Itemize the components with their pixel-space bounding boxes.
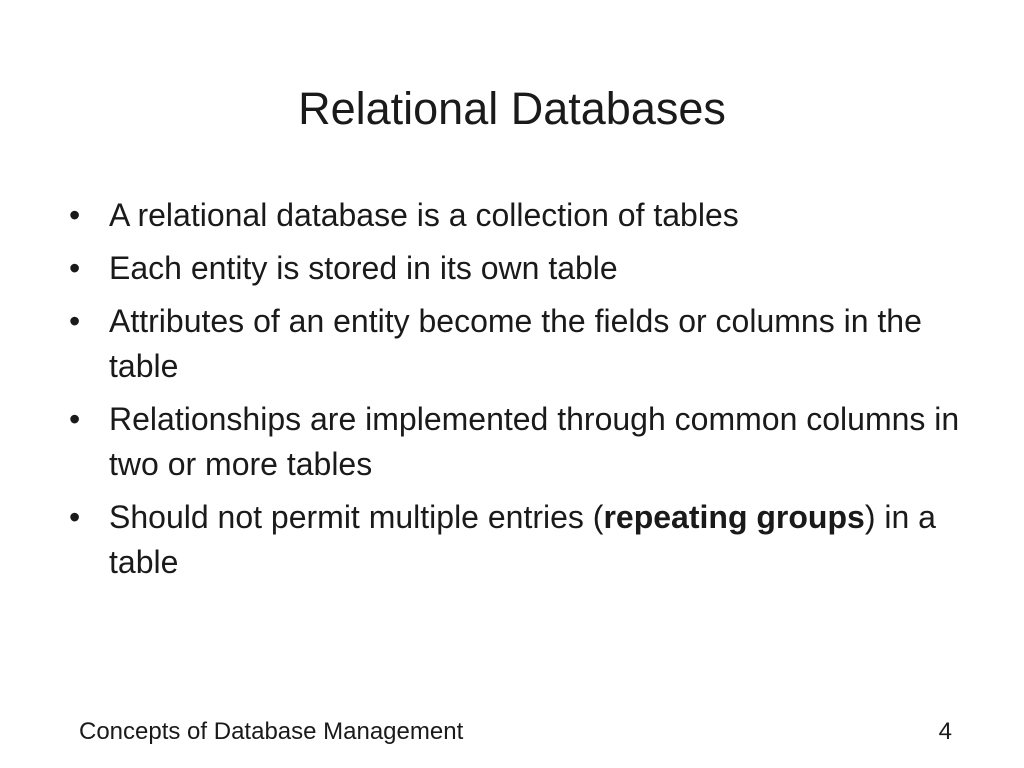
- footer-course-title: Concepts of Database Management: [79, 718, 464, 745]
- bullet-text: A relational database is a collection of tables: [109, 197, 739, 233]
- bullet-item: [68, 397, 968, 487]
- bullet-dot-icon: •: [69, 401, 81, 437]
- bullet-dot-icon: •: [69, 303, 81, 339]
- bullet-text: Attributes of an entity become the fields or columns in the table: [109, 303, 922, 384]
- bullet-item: [68, 299, 968, 389]
- bullet-item: [68, 193, 968, 238]
- bullet-text: Each entity is stored in its own table: [109, 250, 618, 286]
- bullet-text-after: ) in a table: [109, 499, 936, 580]
- bullet-bold-term: repeating groups: [603, 499, 865, 535]
- slide-title: Relational Databases: [298, 83, 726, 134]
- bullet-dot-icon: •: [69, 250, 81, 286]
- bullet-item: [68, 495, 968, 585]
- bullet-list: [68, 193, 968, 593]
- bullet-text-before: Should not permit multiple entries (: [109, 499, 604, 535]
- footer-page-number: 4: [938, 718, 952, 745]
- bullet-dot-icon: •: [69, 499, 81, 535]
- bullet-text: Relationships are implemented through common columns in two or more tables: [109, 401, 960, 482]
- bullet-dot-icon: •: [69, 197, 81, 233]
- bullet-item: [68, 246, 968, 291]
